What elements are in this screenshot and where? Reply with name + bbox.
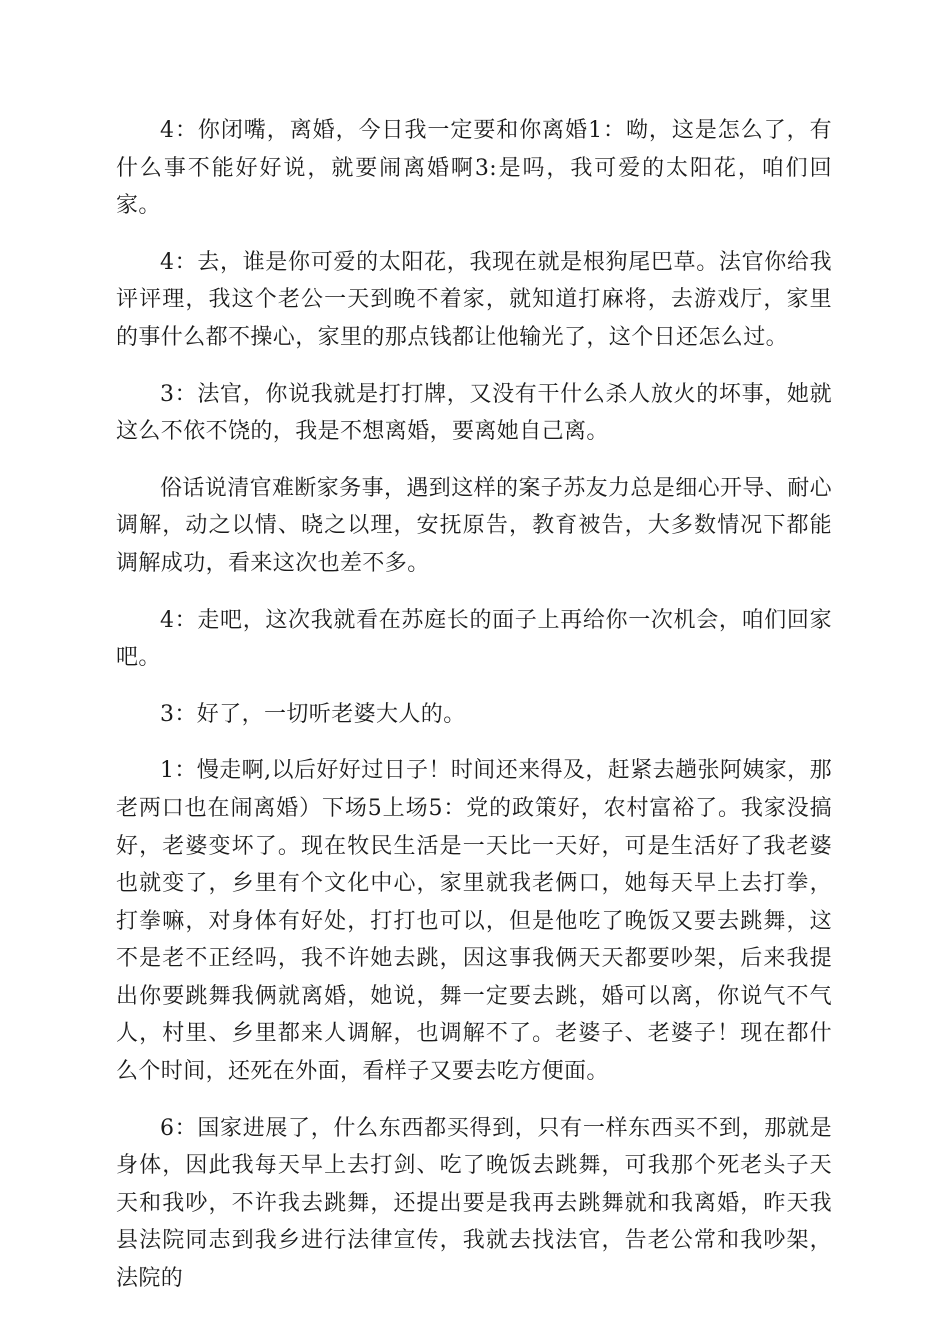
paragraph-3: 3：法官，你说我就是打打牌，又没有干什么杀人放火的坏事，她就这么不依不饶的，我是不想离婚，要离她自己离。	[116, 381, 832, 445]
paragraph-7: 1：慢走啊,以后好好过日子！时间还来得及，赶紧去趟张阿姨家，那老两口也在闹离婚）下场5上场5：党的政策好，农村富裕了。我家没搞好，老婆变坏了。现在牧民生活是一天比一天好，可是生活好了我老婆也就变了，乡里有个文化中心，家里就我老俩口，她每天早上去打拳，打拳嘛，对身体有好处，打打也可以，但是他吃了晚饭又要去跳舞，这不是老不正经吗，我不许她去跳，因这事我俩天天都要吵架，后来我提出你要跳舞我俩就离婚，她说，舞一定要去跳，婚可以离，你说气不气人，村里、乡里都来人调解，也调解不了。老婆子、老婆子！现在都什么个时间，还死在外面，看样子又要去吃方便面。	[116, 758, 832, 1085]
paragraph-1: 4：你闭嘴，离婚，今日我一定要和你离婚1：呦，这是怎么了，有什么事不能好好说，就要闹离婚啊3:是吗，我可爱的太阳花，咱们回家。	[116, 118, 832, 219]
paragraph-5: 4：走吧，这次我就看在苏庭长的面子上再给你一次机会，咱们回家吧。	[116, 607, 832, 671]
document-body	[116, 112, 832, 1317]
paragraph-6: 3：好了，一切听老婆大人的。	[160, 701, 466, 727]
paragraph-8: 6：国家进展了，什么东西都买得到，只有一样东西买不到，那就是身体，因此我每天早上去打剑、吃了晚饭去跳舞，可我那个死老头子天天和我吵，不许我去跳舞，还提出要是我再去跳舞就和我离婚，昨天我县法院同志到我乡进行法律宣传，我就去找法官，告老公常和我吵架，法院的	[116, 1115, 832, 1292]
paragraph-4: 俗话说清官难断家务事，遇到这样的案子苏友力总是细心开导、耐心调解，动之以情、晓之以理，安抚原告，教育被告，大多数情况下都能调解成功，看来这次也差不多。	[116, 475, 833, 576]
paragraph-2: 4：去，谁是你可爱的太阳花，我现在就是根狗尾巴草。法官你给我评评理，我这个老公一天到晚不着家，就知道打麻将，去游戏厅，家里的事什么都不操心，家里的那点钱都让他输光了，这个日还怎么过。	[116, 249, 832, 350]
